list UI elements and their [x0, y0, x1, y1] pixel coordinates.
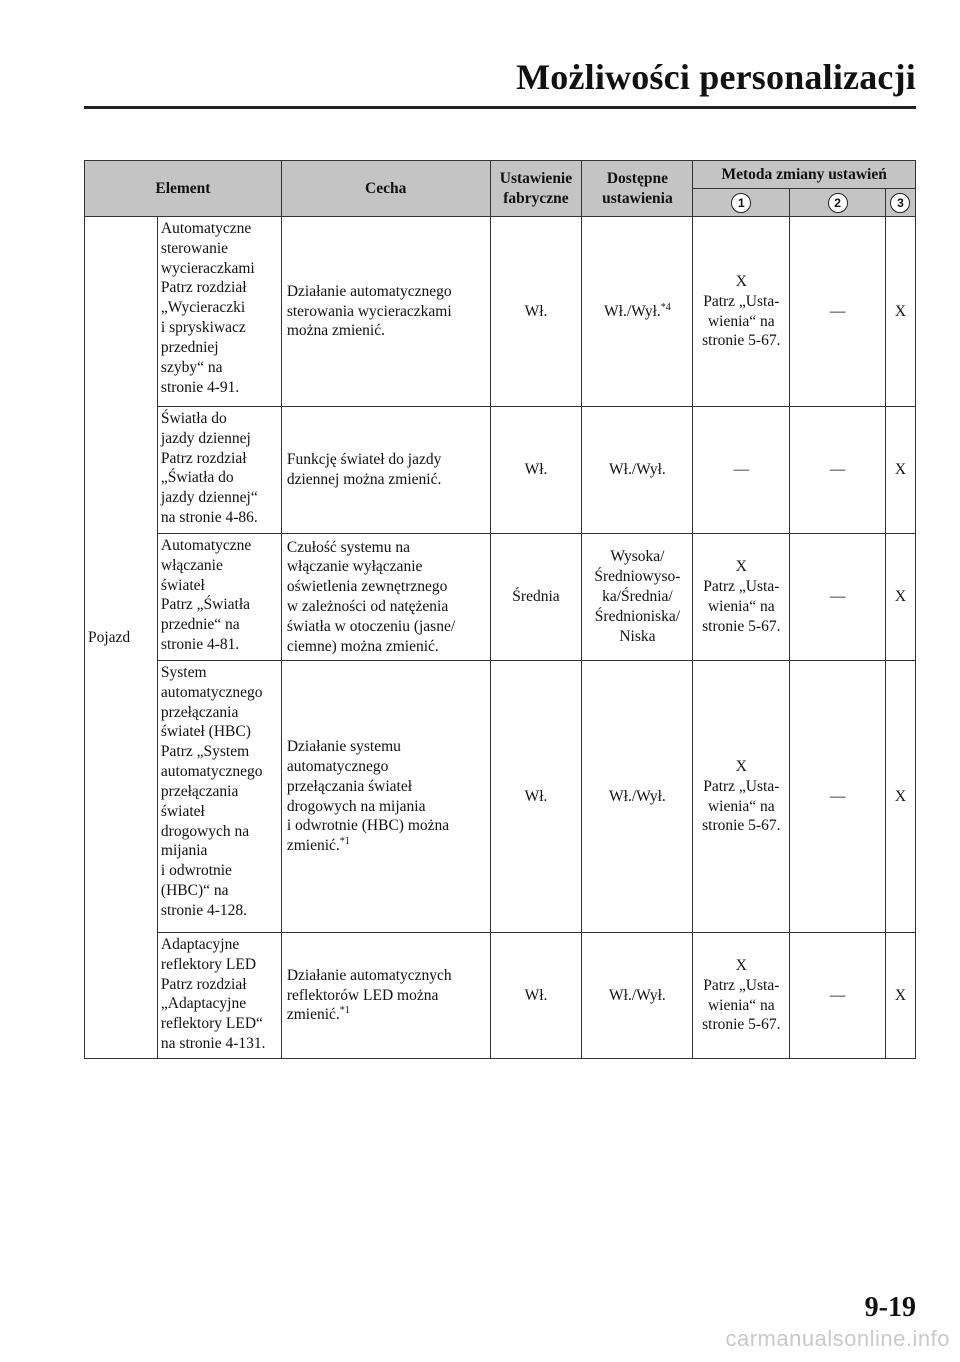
factory-setting-cell: Wł. — [490, 661, 582, 933]
method-3-cell: X — [885, 933, 915, 1059]
header-method-3 — [885, 189, 915, 217]
method-1-icon: 1 — [731, 193, 751, 213]
description-text: Działanie systemu automatycznego przełączania świateł drogowych na mijania i odwrotnie (HBC) można zmienić. — [286, 738, 450, 855]
description-cell — [281, 217, 490, 407]
description-text: Funkcję świateł do jazdy dziennej można zmienić. — [286, 451, 442, 488]
table-row — [85, 661, 916, 933]
method-3-cell: X — [885, 407, 915, 534]
factory-setting-cell: Wł. — [490, 217, 582, 407]
method-3-cell: X — [885, 534, 915, 661]
method-1-cell: — — [693, 407, 790, 534]
available-settings-cell — [582, 933, 693, 1059]
description-cell — [281, 407, 490, 534]
table-row — [85, 534, 916, 661]
method-1-cell: X Patrz „Usta- wienia“ na stronie 5-67. — [693, 933, 790, 1059]
group-label: Pojazd — [85, 217, 158, 1059]
description-text: Działanie automatycznych reflektorów LED można zmienić. — [286, 966, 452, 1024]
description-text: Działanie automatycznego sterowania wycieraczkami można zmienić. — [286, 282, 452, 340]
feature-cell: Światła do jazdy dziennej Patrz rozdział „Światła do jazdy dziennej“ na stronie 4-86. — [157, 407, 281, 534]
method-2-cell: — — [790, 407, 886, 534]
feature-cell: Automatyczne włączanie świateł Patrz „Światła przednie“ na stronie 4-81. — [157, 534, 281, 661]
header-factory-setting: Ustawienie fabryczne — [490, 161, 582, 217]
table-row — [85, 933, 916, 1059]
available-settings-text: Wł./Wył. — [609, 787, 666, 805]
feature-cell: Automatyczne sterowanie wycieraczkami Patrz rozdział „Wycieraczki i spryskiwacz przedniej szyby“ na stronie 4-91. — [157, 217, 281, 407]
watermark: carmanualsonline.info — [725, 1326, 950, 1351]
available-settings-cell — [582, 217, 693, 407]
factory-setting-cell: Wł. — [490, 407, 582, 534]
header-element: Element — [85, 161, 282, 217]
available-settings-text: Wysoka/ Średniowyso- ka/Średnia/ Średnioniska/ Niska — [594, 548, 681, 645]
title-rule — [84, 106, 916, 109]
description-cell — [281, 534, 490, 661]
method-3-cell: X — [885, 661, 915, 933]
header-method-1 — [693, 189, 790, 217]
method-1-cell: X Patrz „Usta- wienia“ na stronie 5-67. — [693, 217, 790, 407]
page-title: Możliwości personalizacji — [516, 57, 916, 97]
header-available-settings: Dostępne ustawienia — [582, 161, 693, 217]
method-2-cell: — — [790, 217, 886, 407]
method-3-icon: 3 — [890, 193, 910, 213]
method-1-cell: X Patrz „Usta- wienia“ na stronie 5-67. — [693, 661, 790, 933]
description-cell — [281, 661, 490, 933]
available-settings-text: Wł./Wył. — [609, 986, 666, 1004]
method-2-cell: — — [790, 661, 886, 933]
factory-setting-cell: Wł. — [490, 933, 582, 1059]
available-settings-text: Wł./Wył. — [604, 302, 661, 320]
header-method-2 — [790, 189, 886, 217]
feature-cell: System automatycznego przełączania świateł (HBC) Patrz „System automatycznego przełączania świateł drogowych na mijania i odwrotnie (HBC)“ na stronie 4-128. — [157, 661, 281, 933]
method-1-cell: X Patrz „Usta- wienia“ na stronie 5-67. — [693, 534, 790, 661]
available-settings-cell — [582, 534, 693, 661]
description-cell — [281, 933, 490, 1059]
page-number: 9-19 — [864, 1292, 916, 1323]
factory-setting-cell: Średnia — [490, 534, 582, 661]
description-text: Czułość systemu na włączanie wyłączanie oświetlenia zewnętrznego w zależności od natężenia światła w otoczeniu (jasne/ ciemne) można zmienić. — [286, 538, 456, 655]
footnote-marker: *1 — [339, 836, 350, 847]
table-row — [85, 407, 916, 534]
feature-cell: Adaptacyjne reflektory LED Patrz rozdział „Adaptacyjne reflektory LED“ na stronie 4-131. — [157, 933, 281, 1059]
available-settings-cell — [582, 661, 693, 933]
table-row — [85, 217, 916, 407]
header-feature: Cecha — [281, 161, 490, 217]
settings-table — [84, 160, 916, 1059]
method-2-cell: — — [790, 933, 886, 1059]
available-settings-cell — [582, 407, 693, 534]
footnote-marker: *1 — [339, 1005, 350, 1017]
method-3-cell: X — [885, 217, 915, 407]
method-2-icon: 2 — [828, 193, 848, 213]
header-change-method: Metoda zmiany ustawień — [693, 161, 916, 189]
available-settings-text: Wł./Wył. — [609, 461, 666, 479]
method-2-cell: — — [790, 534, 886, 661]
footnote-marker: *4 — [660, 301, 671, 313]
